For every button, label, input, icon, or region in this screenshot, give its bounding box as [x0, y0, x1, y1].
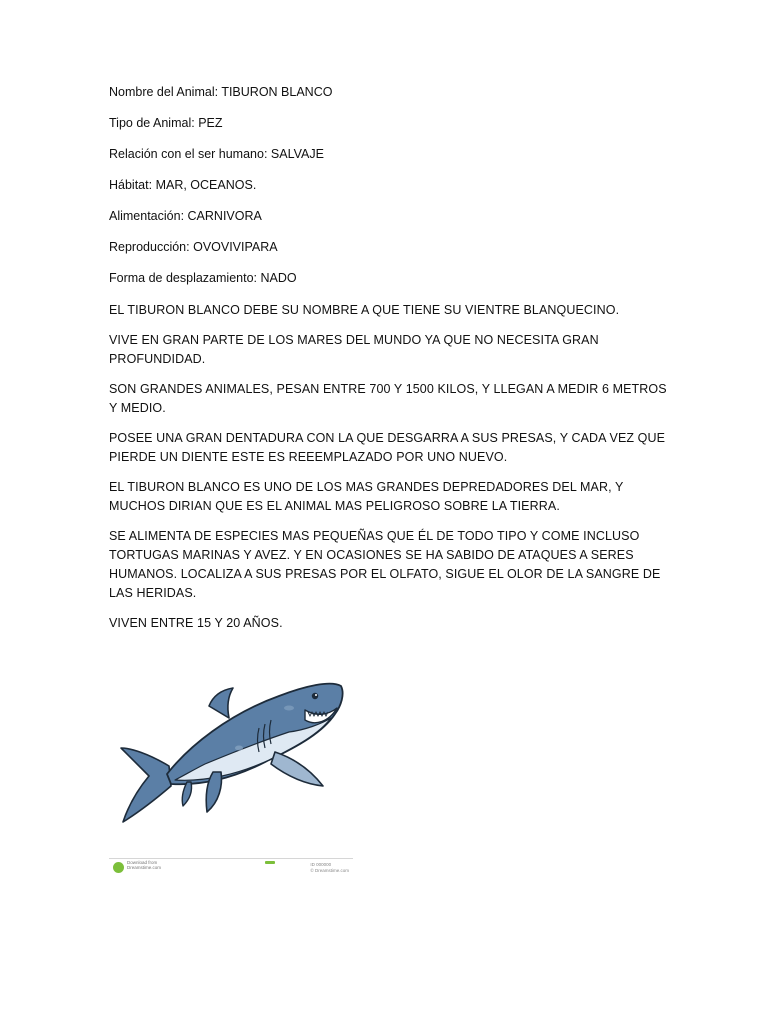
field-value: NADO	[260, 271, 297, 285]
field-habitat	[109, 177, 669, 194]
paragraph-alimentacion: SE ALIMENTA DE ESPECIES MAS PEQUEÑAS QUE ÉL DE TODO TIPO Y COME INCLUSO TORTUGAS MARINAS Y AVEZ. Y EN OCASIONES SE HA SABIDO DE ATAQUES A SERES HUMANOS. LOCALIZA A SUS PRESAS POR EL OLFATO, SIGUE EL OLOR DE LA SANGRE DE LAS HERIDAS.	[109, 529, 661, 600]
paragraph-depredador: EL TIBURON BLANCO ES UNO DE LOS MAS GRANDES DEPREDADORES DEL MAR, Y MUCHOS DIRIAN QUE ES EL ANIMAL MAS PELIGROSO SOBRE LA TIERRA.	[109, 480, 624, 513]
dreamstime-logo-icon	[113, 862, 124, 873]
field-label: Forma de desplazamiento:	[109, 271, 257, 285]
field-value: CARNIVORA	[187, 209, 262, 223]
credit-right-text: ID 000000 © Dreamstime.com	[310, 862, 349, 873]
shark-image	[109, 636, 353, 880]
paragraph-habitat: VIVE EN GRAN PARTE DE LOS MARES DEL MUNDO YA QUE NO NECESITA GRAN PROFUNDIDAD.	[109, 333, 599, 366]
field-label: Tipo de Animal:	[109, 116, 195, 130]
paragraph-tamano: SON GRANDES ANIMALES, PESAN ENTRE 700 Y 1500 KILOS, Y LLEGAN A MEDIR 6 METROS Y MEDIO.	[109, 382, 667, 415]
field-label: Relación con el ser humano:	[109, 147, 268, 161]
credit-left-text: Download from Dreamstime.com	[127, 860, 162, 870]
field-reproduccion	[109, 239, 669, 256]
credit-center-mark-icon	[265, 861, 275, 864]
field-relacion	[109, 146, 669, 163]
field-alimentacion	[109, 208, 669, 225]
field-tipo	[109, 115, 669, 132]
field-label: Hábitat:	[109, 178, 153, 192]
paragraph-nombre: EL TIBURON BLANCO DEBE SU NOMBRE A QUE TIENE SU VIENTRE BLANQUECINO.	[109, 303, 620, 317]
field-nombre	[109, 84, 669, 101]
field-desplazamiento	[109, 270, 669, 287]
field-label: Alimentación:	[109, 209, 185, 223]
document-content	[109, 84, 669, 644]
field-label: Nombre del Animal:	[109, 85, 219, 99]
field-value: TIBURON BLANCO	[221, 85, 333, 99]
image-credit-footer	[109, 858, 353, 879]
field-value: SALVAJE	[270, 147, 324, 161]
field-value: MAR, OCEANOS.	[155, 178, 257, 192]
shark-illustration-icon	[109, 636, 353, 858]
paragraph-dentadura: POSEE UNA GRAN DENTADURA CON LA QUE DESGARRA A SUS PRESAS, Y CADA VEZ QUE PIERDE UN DIENTE ESTE ES REEEMPLAZADO POR UNO NUEVO.	[109, 431, 666, 464]
field-value: OVOVIVIPARA	[193, 240, 278, 254]
field-value: PEZ	[198, 116, 223, 130]
field-label: Reproducción:	[109, 240, 190, 254]
paragraph-longevidad: VIVEN ENTRE 15 Y 20 AÑOS.	[109, 616, 283, 630]
